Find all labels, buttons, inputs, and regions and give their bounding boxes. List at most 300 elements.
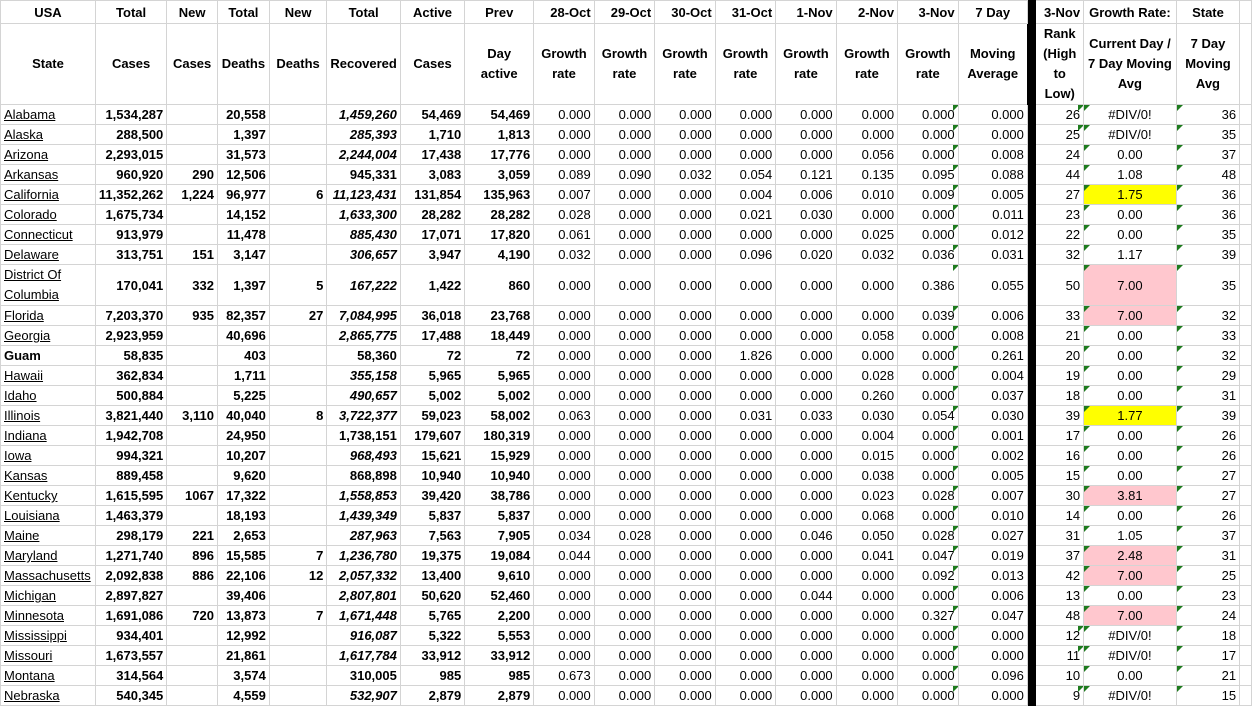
empty-cell[interactable] [1240,606,1252,626]
column-header-8[interactable]: Growth rate [534,24,594,105]
growth-rate-cell[interactable]: 0.000 [776,306,836,326]
total-cases-cell[interactable]: 7,203,370 [95,306,166,326]
growth-rate-cell[interactable]: 0.000 [715,546,775,566]
growth-rate-cell[interactable]: 0.121 [776,165,836,185]
moving-average-cell[interactable]: 0.031 [958,245,1027,265]
state-cell[interactable] [1,446,96,466]
total-cases-cell[interactable]: 1,271,740 [95,546,166,566]
total-cases-cell[interactable]: 1,534,287 [95,105,166,125]
column-header-1[interactable]: Cases [95,24,166,105]
growth-rate-cell[interactable]: 0.000 [776,125,836,145]
growth-rate-cell[interactable]: 0.000 [776,386,836,406]
growth-rate-cell[interactable]: 0.000 [594,566,654,586]
moving-average-cell[interactable]: 0.010 [958,506,1027,526]
total-deaths-cell[interactable]: 39,406 [217,586,269,606]
growth-rate-cell[interactable]: 0.000 [776,225,836,245]
state-cell[interactable] [1,606,96,626]
growth-rate-cell[interactable]: 0.000 [594,586,654,606]
growth-rate-cell[interactable]: 0.000 [594,606,654,626]
growth-rate-cell[interactable]: 0.000 [594,446,654,466]
moving-average-cell[interactable]: 0.030 [958,406,1027,426]
total-cases-cell[interactable]: 934,401 [95,626,166,646]
total-deaths-cell[interactable]: 31,573 [217,145,269,165]
recovered-cell[interactable]: 310,005 [327,666,400,686]
rank-cell[interactable]: 18 [1036,386,1084,406]
rank-cell[interactable]: 33 [1036,306,1084,326]
prev-day-active-cell[interactable]: 58,002 [465,406,534,426]
growth-ratio-cell[interactable]: 7.00 [1084,306,1177,326]
growth-ratio-cell[interactable]: 1.75 [1084,185,1177,205]
growth-rate-cell[interactable]: 0.000 [898,366,958,386]
total-cases-cell[interactable]: 960,920 [95,165,166,185]
state-cell[interactable] [1,346,96,366]
growth-rate-cell[interactable]: 0.095 [898,165,958,185]
growth-rate-cell[interactable]: 0.000 [655,205,715,225]
new-deaths-cell[interactable] [269,366,327,386]
column-header-top-6[interactable]: Active [400,1,464,24]
state-cell[interactable] [1,245,96,265]
column-header-top-18[interactable]: State [1176,1,1239,24]
empty-cell[interactable] [1240,185,1252,205]
growth-rate-cell[interactable]: 0.000 [776,606,836,626]
growth-rate-cell[interactable]: 0.096 [715,245,775,265]
state-7day-avg-cell[interactable]: 39 [1176,406,1239,426]
state-cell[interactable] [1,426,96,446]
new-cases-cell[interactable] [167,586,218,606]
growth-rate-cell[interactable]: 0.000 [655,526,715,546]
new-cases-cell[interactable] [167,666,218,686]
total-cases-cell[interactable]: 1,463,379 [95,506,166,526]
total-cases-cell[interactable]: 313,751 [95,245,166,265]
new-cases-cell[interactable] [167,366,218,386]
new-deaths-cell[interactable] [269,245,327,265]
column-header-top-0[interactable]: USA [1,1,96,24]
prev-day-active-cell[interactable]: 1,813 [465,125,534,145]
state-cell[interactable] [1,265,96,306]
state-link[interactable]: Nebraska [4,688,60,703]
total-deaths-cell[interactable]: 4,559 [217,686,269,706]
column-header-0[interactable]: State [1,24,96,105]
moving-average-cell[interactable]: 0.055 [958,265,1027,306]
rank-cell[interactable]: 20 [1036,346,1084,366]
growth-rate-cell[interactable]: 0.000 [776,346,836,366]
state-7day-avg-cell[interactable]: 21 [1176,666,1239,686]
recovered-cell[interactable]: 1,459,260 [327,105,400,125]
state-7day-avg-cell[interactable]: 35 [1176,225,1239,245]
growth-ratio-cell[interactable]: 7.00 [1084,606,1177,626]
growth-rate-cell[interactable]: 0.000 [898,225,958,245]
growth-ratio-cell[interactable]: 1.05 [1084,526,1177,546]
growth-rate-cell[interactable]: 0.000 [534,125,594,145]
growth-rate-cell[interactable]: 0.000 [715,105,775,125]
rank-cell[interactable]: 48 [1036,606,1084,626]
growth-rate-cell[interactable]: 0.000 [534,466,594,486]
state-cell[interactable] [1,145,96,165]
rank-cell[interactable]: 12 [1036,626,1084,646]
recovered-cell[interactable]: 3,722,377 [327,406,400,426]
state-link[interactable]: Florida [4,308,44,323]
growth-rate-cell[interactable]: 0.000 [836,586,897,606]
growth-rate-cell[interactable]: 0.000 [655,185,715,205]
active-cases-cell[interactable]: 33,912 [400,646,464,666]
state-cell[interactable] [1,386,96,406]
growth-rate-cell[interactable]: 0.000 [776,686,836,706]
state-link[interactable]: Michigan [4,588,57,603]
recovered-cell[interactable]: 58,360 [327,346,400,366]
growth-rate-cell[interactable]: 0.000 [655,486,715,506]
growth-rate-cell[interactable]: 0.038 [836,466,897,486]
moving-average-cell[interactable]: 0.011 [958,205,1027,225]
empty-cell[interactable] [1240,626,1252,646]
new-deaths-cell[interactable] [269,426,327,446]
prev-day-active-cell[interactable]: 23,768 [465,306,534,326]
state-cell[interactable] [1,686,96,706]
growth-rate-cell[interactable]: 0.000 [836,606,897,626]
total-cases-cell[interactable]: 994,321 [95,446,166,466]
total-cases-cell[interactable]: 288,500 [95,125,166,145]
state-7day-avg-cell[interactable]: 18 [1176,626,1239,646]
total-deaths-cell[interactable]: 1,397 [217,125,269,145]
state-7day-avg-cell[interactable]: 23 [1176,586,1239,606]
growth-rate-cell[interactable]: 0.050 [836,526,897,546]
growth-rate-cell[interactable]: 0.000 [776,265,836,306]
column-header-top-1[interactable]: Total [95,1,166,24]
growth-rate-cell[interactable]: 0.327 [898,606,958,626]
active-cases-cell[interactable]: 39,420 [400,486,464,506]
total-deaths-cell[interactable]: 11,478 [217,225,269,245]
growth-rate-cell[interactable]: 0.260 [836,386,897,406]
growth-rate-cell[interactable]: 0.000 [534,686,594,706]
active-cases-cell[interactable]: 50,620 [400,586,464,606]
growth-rate-cell[interactable]: 0.054 [898,406,958,426]
column-header-10[interactable]: Growth rate [655,24,715,105]
total-deaths-cell[interactable]: 20,558 [217,105,269,125]
growth-rate-cell[interactable]: 0.000 [534,346,594,366]
state-7day-avg-cell[interactable]: 15 [1176,686,1239,706]
new-deaths-cell[interactable] [269,506,327,526]
prev-day-active-cell[interactable]: 52,460 [465,586,534,606]
active-cases-cell[interactable]: 1,422 [400,265,464,306]
active-cases-cell[interactable]: 5,002 [400,386,464,406]
moving-average-cell[interactable]: 0.004 [958,366,1027,386]
state-cell[interactable] [1,165,96,185]
active-cases-cell[interactable]: 179,607 [400,426,464,446]
growth-ratio-cell[interactable]: 0.00 [1084,386,1177,406]
new-cases-cell[interactable]: 290 [167,165,218,185]
state-link[interactable]: Missouri [4,648,53,663]
total-cases-cell[interactable]: 500,884 [95,386,166,406]
growth-rate-cell[interactable]: 0.032 [655,165,715,185]
growth-ratio-cell[interactable]: 0.00 [1084,466,1177,486]
growth-ratio-cell[interactable]: #DIV/0! [1084,686,1177,706]
state-7day-avg-cell[interactable]: 48 [1176,165,1239,185]
state-cell[interactable] [1,566,96,586]
active-cases-cell[interactable]: 5,965 [400,366,464,386]
moving-average-cell[interactable]: 0.013 [958,566,1027,586]
growth-rate-cell[interactable]: 0.000 [898,326,958,346]
state-cell[interactable] [1,466,96,486]
prev-day-active-cell[interactable]: 33,912 [465,646,534,666]
state-link[interactable]: Maryland [4,548,58,563]
state-cell[interactable] [1,125,96,145]
growth-rate-cell[interactable]: 0.000 [836,346,897,366]
growth-ratio-cell[interactable]: 2.48 [1084,546,1177,566]
column-header-11[interactable]: Growth rate [715,24,775,105]
active-cases-cell[interactable]: 2,879 [400,686,464,706]
state-7day-avg-cell[interactable]: 37 [1176,526,1239,546]
column-header-5[interactable]: Recovered [327,24,400,105]
state-cell[interactable] [1,105,96,125]
empty-cell[interactable] [1240,406,1252,426]
growth-rate-cell[interactable]: 0.000 [776,366,836,386]
state-cell[interactable] [1,486,96,506]
column-header-top-17[interactable]: Growth Rate: [1084,1,1177,24]
growth-rate-cell[interactable]: 0.000 [836,205,897,225]
state-link[interactable]: Minnesota [4,608,64,623]
column-header-16[interactable]: Rank (High to Low) [1036,24,1084,105]
growth-rate-cell[interactable]: 0.034 [534,526,594,546]
active-cases-cell[interactable]: 3,083 [400,165,464,185]
empty-cell[interactable] [1240,145,1252,165]
growth-rate-cell[interactable]: 0.000 [594,686,654,706]
growth-rate-cell[interactable]: 0.000 [534,606,594,626]
prev-day-active-cell[interactable]: 10,940 [465,466,534,486]
total-deaths-cell[interactable]: 24,950 [217,426,269,446]
growth-rate-cell[interactable]: 0.000 [776,566,836,586]
total-deaths-cell[interactable]: 2,653 [217,526,269,546]
column-header-9[interactable]: Growth rate [594,24,654,105]
growth-rate-cell[interactable]: 0.000 [594,105,654,125]
recovered-cell[interactable]: 287,963 [327,526,400,546]
growth-rate-cell[interactable]: 0.000 [715,486,775,506]
total-deaths-cell[interactable]: 14,152 [217,205,269,225]
total-deaths-cell[interactable]: 40,696 [217,326,269,346]
rank-cell[interactable]: 37 [1036,546,1084,566]
growth-rate-cell[interactable]: 0.000 [594,185,654,205]
recovered-cell[interactable]: 1,236,780 [327,546,400,566]
rank-cell[interactable]: 31 [1036,526,1084,546]
state-7day-avg-cell[interactable]: 25 [1176,566,1239,586]
growth-rate-cell[interactable]: 0.000 [836,626,897,646]
active-cases-cell[interactable]: 59,023 [400,406,464,426]
column-header-top-16[interactable]: 3-Nov [1036,1,1084,24]
growth-rate-cell[interactable]: 0.000 [715,566,775,586]
new-deaths-cell[interactable] [269,486,327,506]
column-header-6[interactable]: Cases [400,24,464,105]
state-cell[interactable] [1,185,96,205]
growth-rate-cell[interactable]: 0.000 [898,686,958,706]
new-cases-cell[interactable]: 935 [167,306,218,326]
growth-rate-cell[interactable]: 0.000 [898,346,958,366]
growth-rate-cell[interactable]: 0.000 [594,346,654,366]
growth-rate-cell[interactable]: 0.000 [655,386,715,406]
new-deaths-cell[interactable] [269,326,327,346]
empty-cell[interactable] [1240,486,1252,506]
growth-ratio-cell[interactable]: 0.00 [1084,446,1177,466]
growth-rate-cell[interactable]: 0.000 [898,646,958,666]
state-link[interactable]: Illinois [4,408,41,423]
active-cases-cell[interactable]: 5,837 [400,506,464,526]
growth-rate-cell[interactable]: 0.000 [655,586,715,606]
growth-rate-cell[interactable]: 0.000 [715,666,775,686]
rank-cell[interactable]: 23 [1036,205,1084,225]
growth-rate-cell[interactable]: 0.000 [655,626,715,646]
total-deaths-cell[interactable]: 96,977 [217,185,269,205]
state-7day-avg-cell[interactable]: 24 [1176,606,1239,626]
growth-rate-cell[interactable]: 0.007 [534,185,594,205]
growth-rate-cell[interactable]: 0.000 [655,446,715,466]
moving-average-cell[interactable]: 0.261 [958,346,1027,366]
growth-ratio-cell[interactable]: 0.00 [1084,506,1177,526]
empty-cell[interactable] [1240,426,1252,446]
rank-cell[interactable]: 16 [1036,446,1084,466]
state-link[interactable]: Louisiana [4,508,60,523]
growth-rate-cell[interactable]: 0.000 [534,366,594,386]
growth-rate-cell[interactable]: 0.000 [534,306,594,326]
growth-ratio-cell[interactable]: 0.00 [1084,366,1177,386]
growth-rate-cell[interactable]: 0.089 [534,165,594,185]
growth-rate-cell[interactable]: 0.000 [534,326,594,346]
new-cases-cell[interactable] [167,506,218,526]
total-deaths-cell[interactable]: 15,585 [217,546,269,566]
new-deaths-cell[interactable]: 7 [269,606,327,626]
new-deaths-cell[interactable]: 6 [269,185,327,205]
prev-day-active-cell[interactable]: 18,449 [465,326,534,346]
recovered-cell[interactable]: 285,393 [327,125,400,145]
growth-rate-cell[interactable]: 0.023 [836,486,897,506]
growth-rate-cell[interactable]: 0.025 [836,225,897,245]
rank-cell[interactable]: 42 [1036,566,1084,586]
state-link[interactable]: California [4,187,59,202]
column-header-top-2[interactable]: New [167,1,218,24]
growth-rate-cell[interactable]: 0.000 [898,426,958,446]
growth-rate-cell[interactable]: 0.010 [836,185,897,205]
active-cases-cell[interactable]: 72 [400,346,464,366]
growth-rate-cell[interactable]: 0.000 [898,125,958,145]
prev-day-active-cell[interactable]: 4,190 [465,245,534,265]
total-cases-cell[interactable]: 1,615,595 [95,486,166,506]
growth-rate-cell[interactable]: 0.058 [836,326,897,346]
new-deaths-cell[interactable] [269,145,327,165]
state-cell[interactable] [1,366,96,386]
growth-rate-cell[interactable]: 0.000 [655,666,715,686]
rank-cell[interactable]: 25 [1036,125,1084,145]
recovered-cell[interactable]: 1,617,784 [327,646,400,666]
total-deaths-cell[interactable]: 21,861 [217,646,269,666]
recovered-cell[interactable]: 355,158 [327,366,400,386]
total-deaths-cell[interactable]: 17,322 [217,486,269,506]
empty-cell[interactable] [1240,225,1252,245]
moving-average-cell[interactable]: 0.047 [958,606,1027,626]
column-header-top-15[interactable]: 7 Day [958,1,1027,24]
growth-rate-cell[interactable]: 0.030 [836,406,897,426]
new-deaths-cell[interactable] [269,125,327,145]
moving-average-cell[interactable]: 0.019 [958,546,1027,566]
state-7day-avg-cell[interactable]: 36 [1176,185,1239,205]
growth-rate-cell[interactable]: 0.000 [534,486,594,506]
recovered-cell[interactable]: 2,244,004 [327,145,400,165]
column-header-top-13[interactable]: 2-Nov [836,1,897,24]
rank-cell[interactable]: 24 [1036,145,1084,165]
growth-rate-cell[interactable]: 0.000 [534,646,594,666]
new-deaths-cell[interactable] [269,626,327,646]
column-header-14[interactable]: Growth rate [898,24,958,105]
new-cases-cell[interactable]: 720 [167,606,218,626]
growth-rate-cell[interactable]: 0.000 [655,125,715,145]
state-cell[interactable] [1,306,96,326]
growth-rate-cell[interactable]: 0.047 [898,546,958,566]
growth-rate-cell[interactable]: 0.000 [715,426,775,446]
state-7day-avg-cell[interactable]: 32 [1176,346,1239,366]
state-cell[interactable] [1,506,96,526]
moving-average-cell[interactable]: 0.000 [958,105,1027,125]
state-7day-avg-cell[interactable]: 26 [1176,426,1239,446]
growth-ratio-cell[interactable]: 1.77 [1084,406,1177,426]
moving-average-cell[interactable]: 0.006 [958,306,1027,326]
growth-rate-cell[interactable]: 0.000 [534,506,594,526]
state-7day-avg-cell[interactable]: 31 [1176,546,1239,566]
growth-rate-cell[interactable]: 0.000 [594,265,654,306]
total-deaths-cell[interactable]: 82,357 [217,306,269,326]
active-cases-cell[interactable]: 5,765 [400,606,464,626]
recovered-cell[interactable]: 1,439,349 [327,506,400,526]
state-link[interactable]: Alaska [4,127,44,142]
growth-rate-cell[interactable]: 0.000 [594,245,654,265]
growth-rate-cell[interactable]: 0.000 [776,105,836,125]
moving-average-cell[interactable]: 0.000 [958,686,1027,706]
growth-rate-cell[interactable]: 0.673 [534,666,594,686]
column-header-top-3[interactable]: Total [217,1,269,24]
state-link[interactable]: Montana [4,668,55,683]
growth-rate-cell[interactable]: 0.000 [594,306,654,326]
rank-cell[interactable]: 17 [1036,426,1084,446]
rank-cell[interactable]: 15 [1036,466,1084,486]
growth-rate-cell[interactable]: 0.135 [836,165,897,185]
growth-rate-cell[interactable]: 0.028 [836,366,897,386]
total-cases-cell[interactable]: 362,834 [95,366,166,386]
growth-rate-cell[interactable]: 0.000 [776,145,836,165]
growth-rate-cell[interactable]: 0.000 [898,446,958,466]
state-link[interactable]: Delaware [4,247,59,262]
total-deaths-cell[interactable]: 12,506 [217,165,269,185]
prev-day-active-cell[interactable]: 3,059 [465,165,534,185]
new-cases-cell[interactable] [167,346,218,366]
growth-rate-cell[interactable]: 0.000 [594,225,654,245]
empty-cell[interactable] [1240,125,1252,145]
moving-average-cell[interactable]: 0.096 [958,666,1027,686]
moving-average-cell[interactable]: 0.008 [958,145,1027,165]
new-deaths-cell[interactable] [269,205,327,225]
prev-day-active-cell[interactable]: 2,200 [465,606,534,626]
growth-rate-cell[interactable]: 0.000 [836,686,897,706]
growth-rate-cell[interactable]: 0.000 [594,366,654,386]
new-deaths-cell[interactable] [269,225,327,245]
active-cases-cell[interactable]: 985 [400,666,464,686]
new-cases-cell[interactable]: 221 [167,526,218,546]
active-cases-cell[interactable]: 17,488 [400,326,464,346]
moving-average-cell[interactable]: 0.005 [958,185,1027,205]
active-cases-cell[interactable]: 36,018 [400,306,464,326]
growth-rate-cell[interactable]: 0.000 [776,626,836,646]
active-cases-cell[interactable]: 54,469 [400,105,464,125]
prev-day-active-cell[interactable]: 9,610 [465,566,534,586]
column-header-top-5[interactable]: Total [327,1,400,24]
new-deaths-cell[interactable]: 7 [269,546,327,566]
growth-rate-cell[interactable]: 0.033 [776,406,836,426]
growth-rate-cell[interactable]: 0.000 [594,666,654,686]
growth-rate-cell[interactable]: 0.000 [836,306,897,326]
empty-cell[interactable] [1240,386,1252,406]
